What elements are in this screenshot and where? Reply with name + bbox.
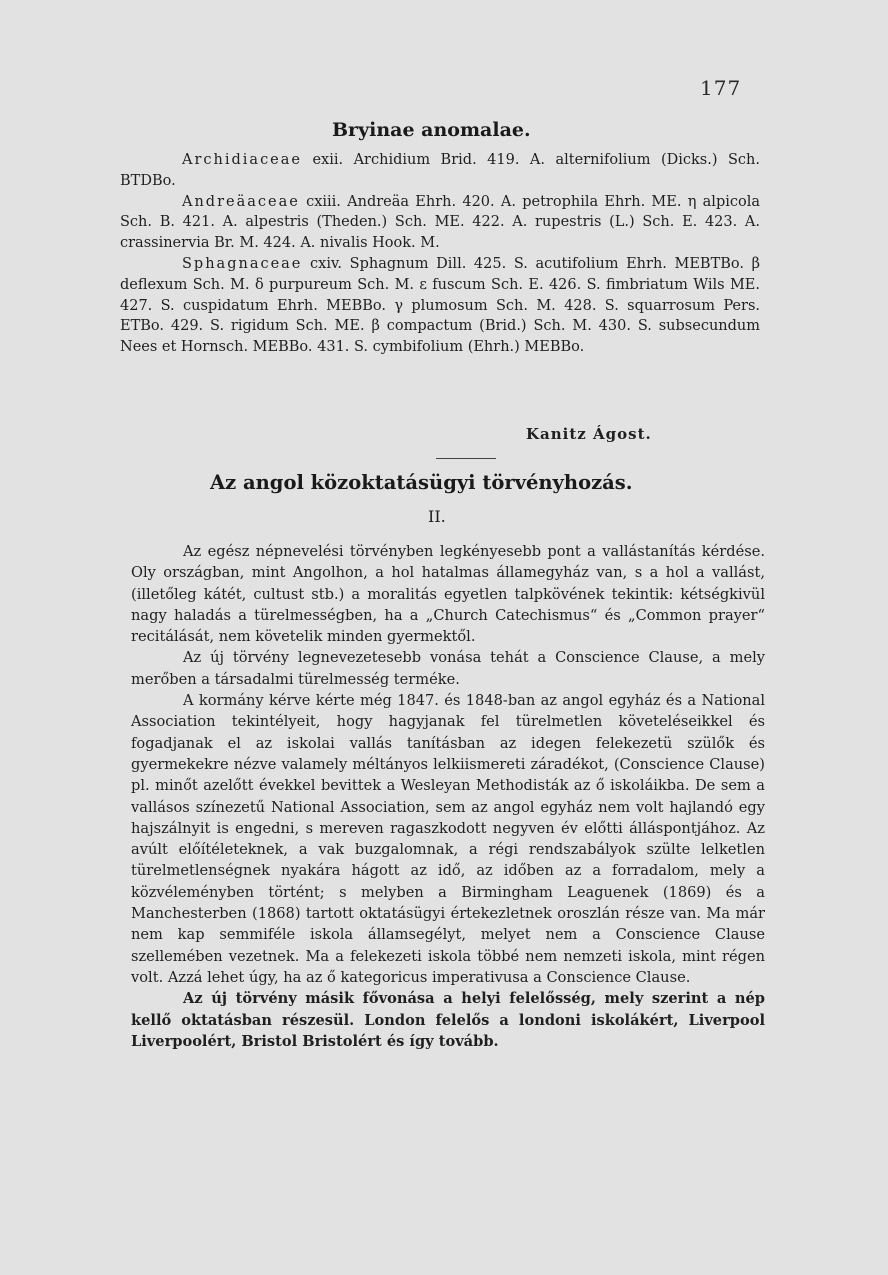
family-entry-sphagnaceae xyxy=(120,254,760,358)
article-title: Az angol közoktatásügyi törvényhozás. xyxy=(210,471,633,494)
article-paragraph: Az egész népnevelési törvényben legkényesebb pont a vallástanítás kérdése. Oly országban, mint Angolhon, a hol hatalmas államegyház van, s a hol a vallást, (illetőleg kátét, cultust stb.) a moralitás egyetlen talpkövének tekintik: kétségkivül nagy haladás a türelmességben, ha a „Church Catechismus“ és „Common prayer“ recitálását, nem követelik minden gyermektől. xyxy=(131,543,765,646)
family-name: Andreäaceae xyxy=(182,193,300,210)
family-entry-archidiaceae xyxy=(120,150,760,192)
family-species: cxiv. Sphagnum Dill. 425. S. acutifolium Ehrh. MEBTBo. β deflexum Sch. M. δ purpureum Sch. M. ε fuscum Sch. E. 426. S. fimbriatum Wils ME. 427. S. cuspidatum Ehrh. MEBBo. γ plumosum Sch. M. 428. S. squarrosum Pers. ETBo. 429. S. rigidum Sch. ME. β compactum (Brid.) Sch. M. 430. S. subsecundum Nees et Hornsch. MEBBo. 431. S. cymbifolium (Ehrh.) MEBBo. xyxy=(120,255,760,356)
article-paragraph: Az új törvény legnevezetesebb vonása tehát a Conscience Clause, a mely merőben a társadalmi türelmesség terméke. xyxy=(131,649,765,688)
article-paragraph: Az új törvény másik fővonása a helyi felelősség, mely szerint a nép kellő oktatásban részesül. London felelős a londoni iskolákért, Liverpool Liverpoolért, Bristol Bristolért és így tovább. xyxy=(131,990,765,1050)
bryinae-list xyxy=(120,150,760,358)
article-body xyxy=(131,541,765,1052)
section-title: Bryinae anomalae. xyxy=(332,119,531,141)
article-subtitle: II. xyxy=(428,507,446,526)
article-paragraph: A kormány kérve kérte még 1847. és 1848-ban az angol egyház és a National Association tekintélyeit, hogy hagyjanak fel türelmetlen követeléseikkel és fogadjanak el az iskolai vallás tanításban az idegen felekezetü szülők és gyermekekre nézve valamely méltányos lelkiismereti záradékot, (Conscience Clause) pl. minőt azelőtt évekkel bevittek a Wesleyan Methodisták az ő iskoláikba. De sem a vallásos színezetű National Association, sem az angol egyház nem volt hajlandó egy hajszálnyit is engedni, s mereven ragaszkodott negyven év előtti álláspontjához. Az avúlt előítéleteknek, a vak buzgalomnak, a régi rendszabályok szülte lelketlen türelmetlenségnek nyakára hágott az idő, az időben az a forradalom, mely a közvéleményben történt; s melyben a Birmingham Leaguenek (1869) és a Manchesterben (1868) tartott oktatásügyi értekezletnek oroszlán része van. Ma már nem kap semmiféle iskola államsegélyt, melyet nem a Conscience Clause szellemében vezetnek. Ma a felekezeti iskola többé nem nemzeti iskola, mint régen volt. Azzá lehet úgy, ha az ő kategoricus imperativusa a Conscience Clause. xyxy=(131,692,765,986)
family-name: Archidiaceae xyxy=(182,152,302,168)
family-name: Sphagnaceae xyxy=(182,255,303,272)
author-signature: Kanitz Ágost. xyxy=(526,425,652,443)
family-entry-andreaeaceae xyxy=(120,192,760,254)
family-species: exii. Archidium Brid. 419. A. alternifolium (Dicks.) Sch. BTDBo. xyxy=(120,152,760,189)
page-number: 177 xyxy=(700,76,742,100)
family-species: cxiii. Andreäa Ehrh. 420. A. petrophila Ehrh. ME. η alpicola Sch. B. 421. A. alpestris (Theden.) Sch. ME. 422. A. rupestris (L.) Sch. E. 423. A. crassinervia Br. M. 424. A. nivalis Hook. M. xyxy=(120,193,760,252)
section-divider xyxy=(436,458,496,459)
